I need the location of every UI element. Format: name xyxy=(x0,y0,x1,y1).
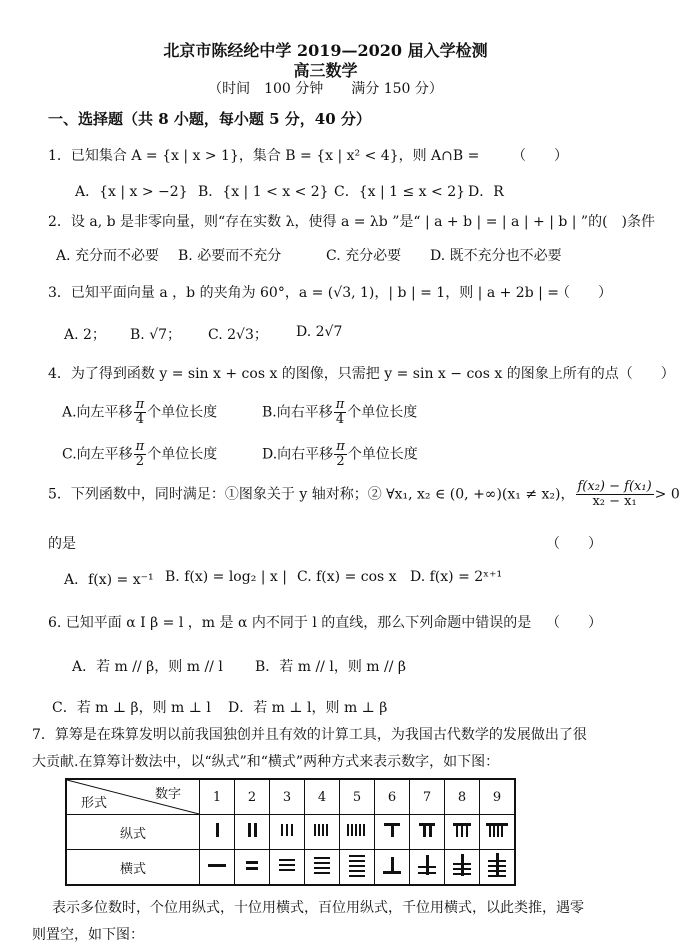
digit-header-5: 5 xyxy=(340,779,375,815)
vertical-rod-2-icon xyxy=(237,818,267,842)
q5-paren: （ ） xyxy=(546,536,602,552)
horizontal-rod-3 xyxy=(270,850,305,886)
q5-option-b: B. f(x) = log₂ | x | xyxy=(165,569,287,585)
q5-stem-text: 5．下列函数中，同时满足：①图象关于 y 轴对称；② ∀x₁, x₂ ∈ (0, +∞)(x₁ ≠ x₂)， xyxy=(48,486,575,503)
q4-stem: 4．为了得到函数 y = sin x + cos x 的图像，只需把 y = sin x − cos x 的图象上所有的点（ ） xyxy=(48,366,675,382)
q5-frac-numerator: f(x₂) − f(x₁) xyxy=(577,479,652,494)
q5-option-d: D. f(x) = 2ˣ⁺¹ xyxy=(410,569,503,585)
q4-option-b-den: 4 xyxy=(335,412,345,427)
horizontal-rod-5-icon xyxy=(342,852,372,878)
q1-option-a: A．{x | x > −2} xyxy=(75,184,188,200)
digit-header-2: 2 xyxy=(235,779,270,815)
q5-stem-tail: > 0 xyxy=(654,486,680,503)
horizontal-rod-4-icon xyxy=(307,852,337,878)
q7-stem-line1: 7．算筹是在珠算发明以前我国独创并且有效的计算工具，为我国古代数学的发展做出了很 xyxy=(32,727,587,743)
digit-header-1: 1 xyxy=(200,779,235,815)
q4-option-b-num: π xyxy=(335,397,345,412)
q3-paren: （ ） xyxy=(556,285,612,301)
q4-option-c-label: C.向左平移 xyxy=(62,446,133,463)
horizontal-rod-4 xyxy=(305,850,340,886)
digit-header-3: 3 xyxy=(270,779,305,815)
horizontal-rod-6-icon xyxy=(377,852,407,878)
vertical-rod-6-icon xyxy=(377,818,407,842)
horizontal-rod-7 xyxy=(410,850,445,886)
q5-frac-denominator: x₂ − x₁ xyxy=(592,494,637,509)
horizontal-rod-1-icon xyxy=(202,852,232,878)
q4-option-a-unit: 个单位长度 xyxy=(147,404,218,421)
q5-option-c: C. f(x) = cos x xyxy=(297,569,397,585)
horizontal-rod-9-icon xyxy=(482,852,512,878)
q6-paren: （ ） xyxy=(546,615,602,631)
counting-rods-table xyxy=(65,778,516,886)
q4-option-d-unit: 个单位长度 xyxy=(347,446,418,463)
q4-option-a-label: A.向左平移 xyxy=(62,404,133,421)
vertical-rod-8-icon xyxy=(447,818,477,842)
vertical-rod-5-icon xyxy=(342,818,372,842)
q5-option-a: A．f(x) = x⁻¹ xyxy=(64,572,154,588)
q1-stem: 1．已知集合 A = {x | x > 1}，集合 B = {x | x² < 4}，则 A∩B = xyxy=(48,148,480,164)
q4-option-c-num: π xyxy=(135,439,145,454)
vertical-rod-2 xyxy=(235,815,270,850)
vertical-rod-9 xyxy=(480,815,516,850)
q5-stem-line2: 的是 xyxy=(48,536,76,552)
horizontal-rod-8 xyxy=(445,850,480,886)
section-title: 一、选择题（共 8 小题，每小题 5 分，40 分） xyxy=(48,110,371,128)
vertical-rod-5 xyxy=(340,815,375,850)
horizontal-rod-2 xyxy=(235,850,270,886)
q6-option-b: B．若 m // l，则 m // β xyxy=(255,659,406,675)
q4-option-c-unit: 个单位长度 xyxy=(147,446,218,463)
q2-stem: 2．设 a, b 是非零向量，则“存在实数 λ，使得 a = λb ”是“ | a + b | = | a | + | b | ”的( )条件 xyxy=(48,214,656,230)
q1-option-c: C．{x | 1 ≤ x < 2} xyxy=(334,184,466,200)
vertical-rod-4 xyxy=(305,815,340,850)
digit-header-9: 9 xyxy=(480,779,516,815)
q4-option-d-num: π xyxy=(336,439,345,454)
vertical-rod-8 xyxy=(445,815,480,850)
q7-stem-line2: 大贡献.在算筹计数法中，以“纵式”和“横式”两种方式来表示数字，如下图： xyxy=(32,754,500,770)
vertical-rod-3 xyxy=(270,815,305,850)
q7-after-line2: 则置空，如下图： xyxy=(32,927,144,943)
horizontal-rod-5 xyxy=(340,850,375,886)
horizontal-rod-7-icon xyxy=(412,852,442,878)
digit-header-7: 7 xyxy=(410,779,445,815)
q6-option-d: D．若 m ⊥ l，则 m ⊥ β xyxy=(228,700,388,716)
q4-option-b-label: B.向右平移 xyxy=(262,404,333,421)
q4-option-d xyxy=(262,440,418,469)
digit-header-6: 6 xyxy=(375,779,410,815)
q3-option-d: D. 2√7 xyxy=(296,324,343,340)
horizontal-rod-8-icon xyxy=(447,852,477,878)
digit-header-4: 4 xyxy=(305,779,340,815)
digit-header-8: 8 xyxy=(445,779,480,815)
q4-option-d-den: 2 xyxy=(336,454,345,469)
q3-option-a: A. 2； xyxy=(64,327,106,343)
q4-option-c xyxy=(62,440,217,469)
vertical-rod-7-icon xyxy=(412,818,442,842)
vertical-rod-1-icon xyxy=(202,818,232,842)
q1-paren: （ ） xyxy=(512,148,568,164)
q4-option-b-unit: 个单位长度 xyxy=(347,404,418,421)
horizontal-rod-9 xyxy=(480,850,516,886)
q6-option-a: A．若 m // β，则 m // l xyxy=(72,659,223,675)
q2-option-a: A. 充分而不必要 xyxy=(56,248,160,264)
q4-option-d-label: D.向右平移 xyxy=(262,446,334,463)
corner-label-form: 形式 xyxy=(81,796,108,811)
row-label-vertical: 纵式 xyxy=(66,815,200,850)
q7-after-line1: 表示多位数时，个位用纵式，十位用横式，百位用纵式，千位用横式，以此类推，遇零 xyxy=(52,900,584,916)
horizontal-rod-2-icon xyxy=(237,852,267,878)
q4-option-b xyxy=(262,398,417,427)
q1-option-d: D．R xyxy=(468,184,504,200)
exam-title: 北京市陈经纶中学 2019—2020 届入学检测 xyxy=(163,41,488,60)
q6-option-c: C．若 m ⊥ β，则 m ⊥ l xyxy=(52,700,211,716)
exam-info: （时间 100 分钟 满分 150 分） xyxy=(208,81,443,97)
row-label-horizontal: 横式 xyxy=(66,850,200,886)
vertical-rod-1 xyxy=(200,815,235,850)
q2-option-d: D. 既不充分也不必要 xyxy=(430,248,562,264)
q3-option-c: C. 2√3； xyxy=(208,327,268,343)
table-corner-cell xyxy=(66,779,200,815)
vertical-rod-9-icon xyxy=(482,818,512,842)
q2-option-b: B. 必要而不充分 xyxy=(178,248,282,264)
q5-stem xyxy=(48,480,680,509)
vertical-rod-7 xyxy=(410,815,445,850)
q2-option-c: C. 充分必要 xyxy=(326,248,402,264)
vertical-rod-6 xyxy=(375,815,410,850)
q4-option-c-den: 2 xyxy=(135,454,145,469)
q4-option-a-num: π xyxy=(135,397,145,412)
horizontal-rod-3-icon xyxy=(272,852,302,878)
q1-option-b: B．{x | 1 < x < 2} xyxy=(198,184,329,200)
q4-option-a-den: 4 xyxy=(135,412,144,427)
vertical-rod-4-icon xyxy=(307,818,337,842)
horizontal-rod-1 xyxy=(200,850,235,886)
q3-option-b: B. √7； xyxy=(130,327,182,343)
exam-subject: 高三数学 xyxy=(293,61,358,80)
vertical-rod-3-icon xyxy=(272,818,302,842)
horizontal-rod-6 xyxy=(375,850,410,886)
q6-stem: 6. 已知平面 α I β = l ，m 是 α 内不同于 l 的直线，那么下列命题中错误的是 xyxy=(48,615,532,631)
q3-stem: 3．已知平面向量 a ，b 的夹角为 60°，a = (√3, 1)，| b | = 1，则 | a + 2b | = xyxy=(48,285,560,301)
corner-label-digit: 数字 xyxy=(154,787,181,802)
q4-option-a xyxy=(62,398,217,427)
